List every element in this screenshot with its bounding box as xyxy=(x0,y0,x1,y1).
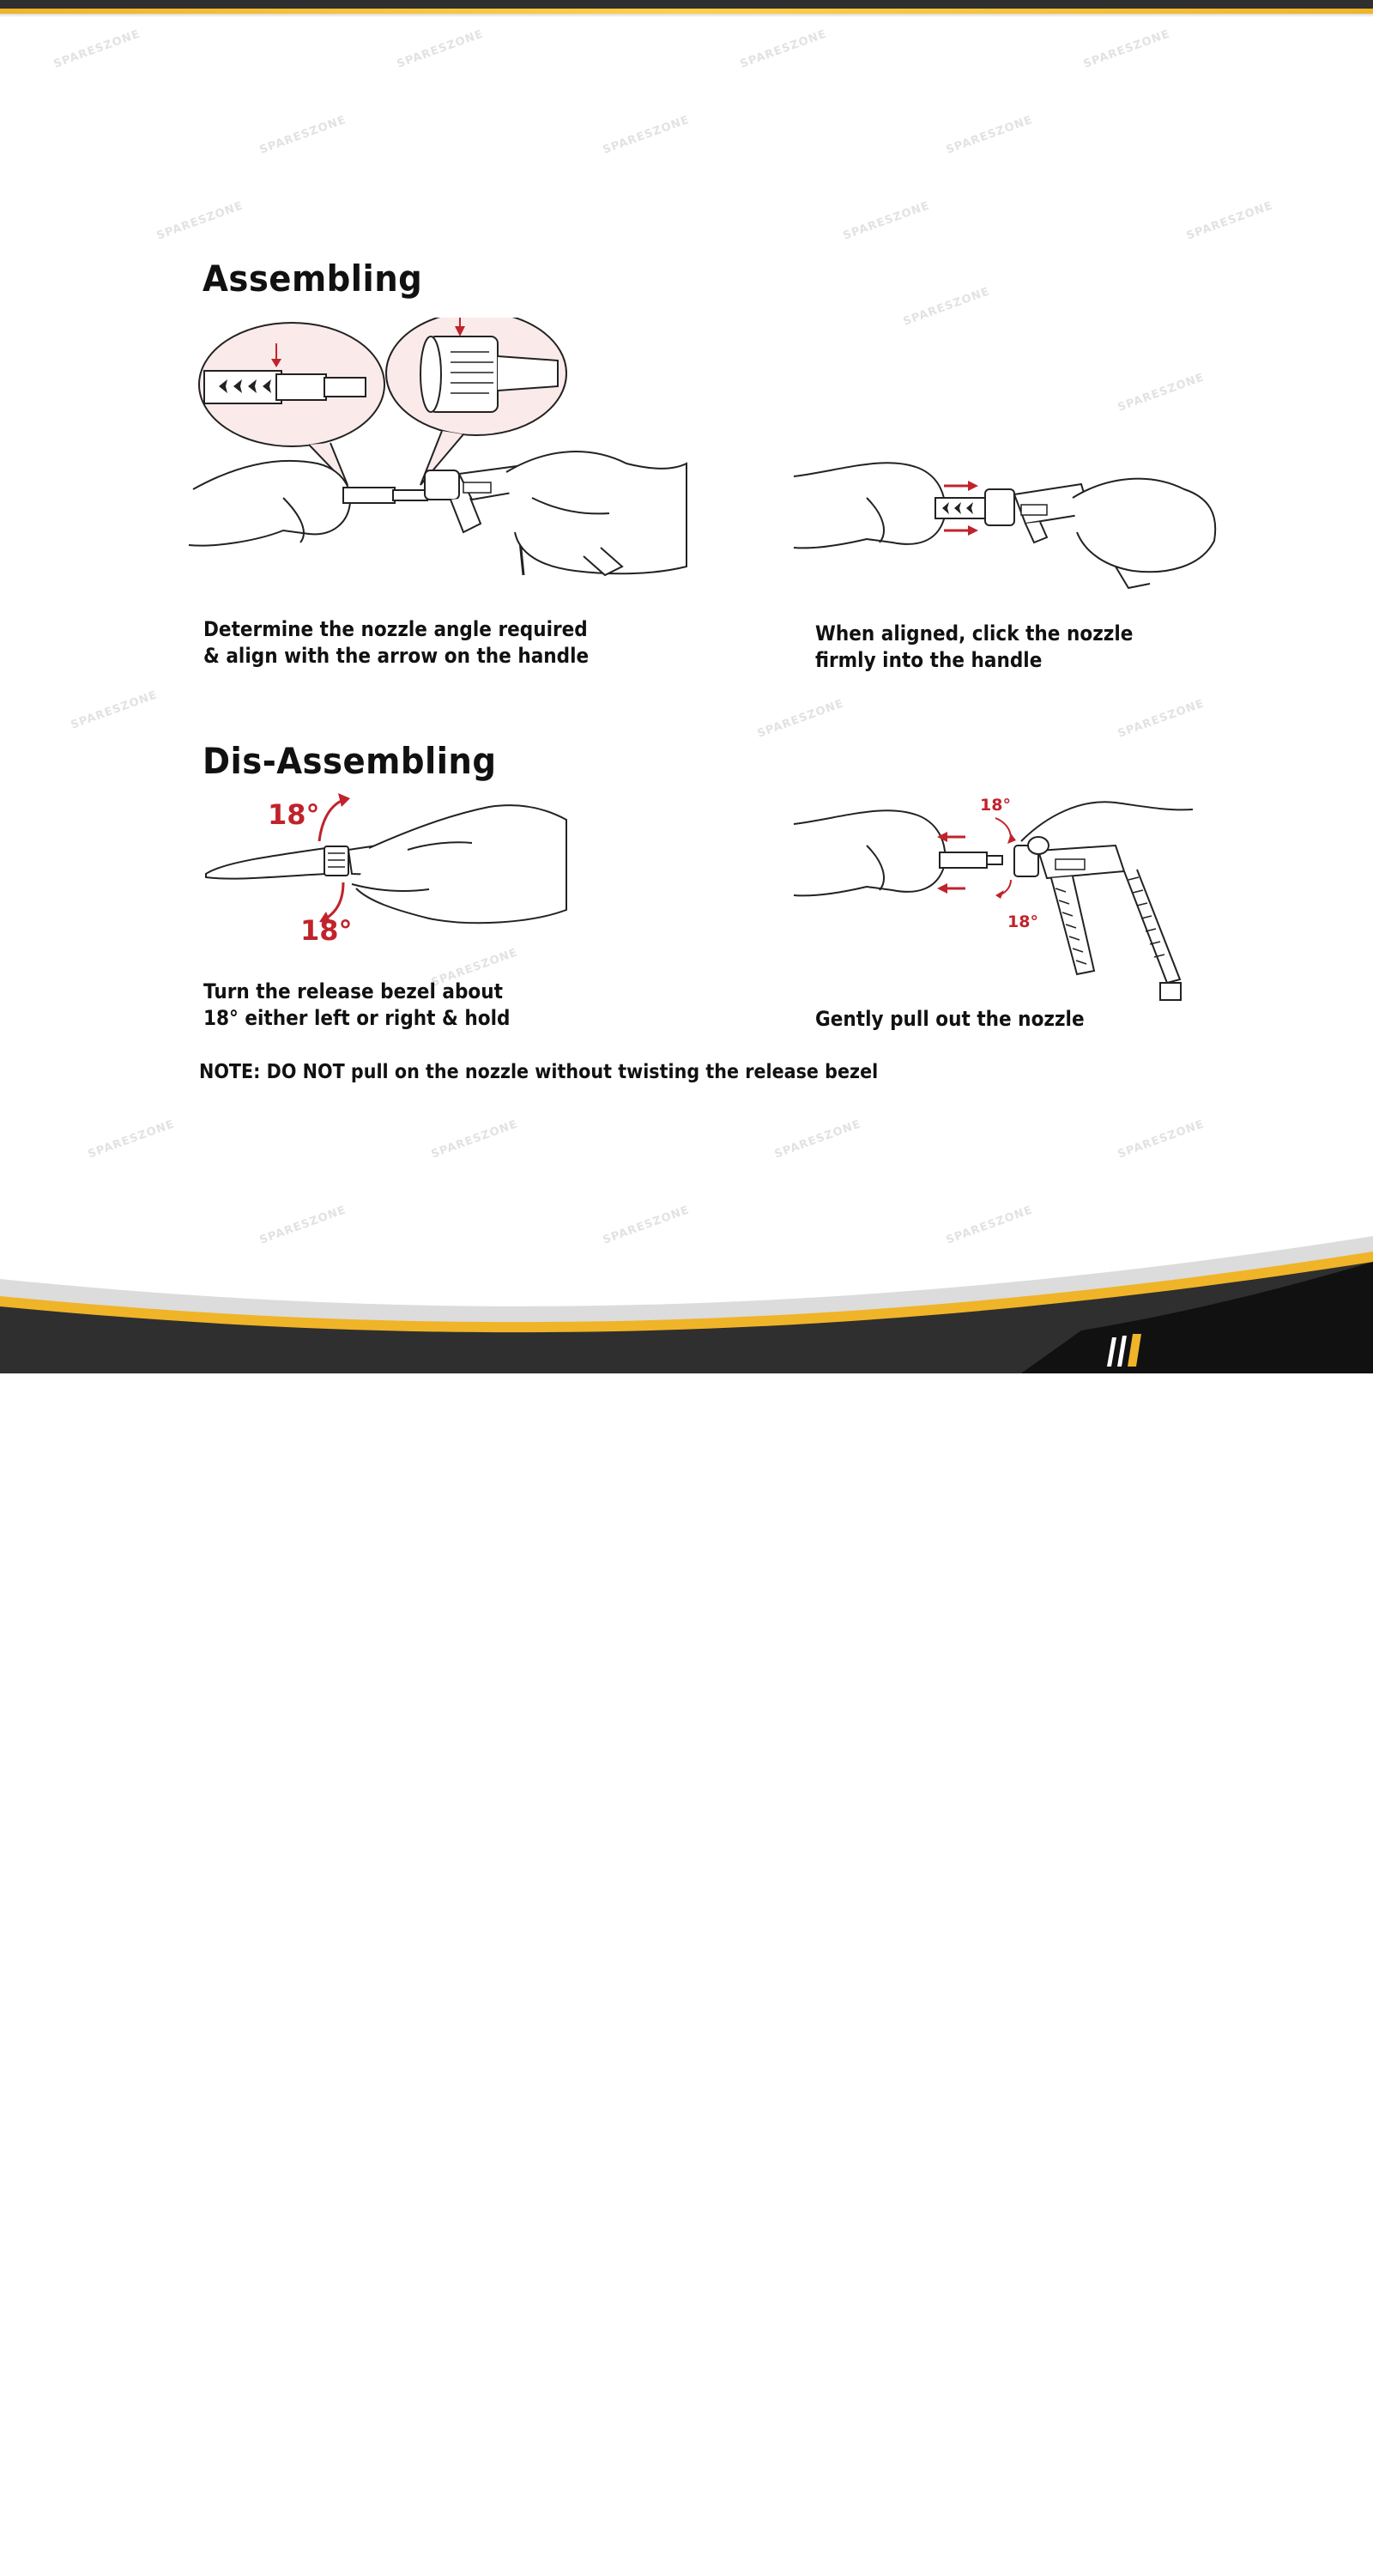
top-bar-shadow xyxy=(0,14,1373,17)
note-text: NOTE: DO NOT pull on the nozzle without twisting the release bezel xyxy=(199,1061,879,1083)
step3-caption xyxy=(203,979,510,1032)
angle-label-down: 18° xyxy=(300,914,353,947)
watermark: SPARESZONE xyxy=(69,688,160,732)
illustration-align-nozzle xyxy=(180,318,695,609)
illustration-click-nozzle xyxy=(789,446,1219,609)
watermark: SPARESZONE xyxy=(738,27,829,71)
watermark: SPARESZONE xyxy=(429,1118,520,1161)
watermark: SPARESZONE xyxy=(1116,1118,1207,1161)
watermark: SPARESZONE xyxy=(395,27,486,71)
watermark: SPARESZONE xyxy=(154,199,245,243)
step1-line2: & align with the arrow on the handle xyxy=(203,644,590,668)
pull-nozzle-drawing xyxy=(789,794,1219,1026)
step3-line2: 18° either left or right & hold xyxy=(203,1006,511,1030)
step3-line1: Turn the release bezel about xyxy=(203,979,503,1003)
step1-line1: Determine the nozzle angle required xyxy=(203,617,588,641)
watermark: SPARESZONE xyxy=(944,1203,1035,1247)
step2-line1: When aligned, click the nozzle xyxy=(815,621,1134,646)
watermark: SPARESZONE xyxy=(86,1118,177,1161)
watermark: SPARESZONE xyxy=(601,113,692,157)
watermark: SPARESZONE xyxy=(901,285,992,329)
watermark: SPARESZONE xyxy=(1116,371,1207,415)
step2-line2: firmly into the handle xyxy=(815,648,1043,672)
angle-label-up: 18° xyxy=(268,798,320,831)
footer-swoosh xyxy=(0,1236,1373,1373)
click-nozzle-drawing xyxy=(789,446,1219,609)
brand-logo-text: SPARESZONE xyxy=(1162,2525,1359,2576)
footer-banner xyxy=(0,1236,1373,2576)
watermark: SPARESZONE xyxy=(257,113,348,157)
step4-caption xyxy=(815,1006,1085,1033)
pull-angle-label-down: 18° xyxy=(1007,912,1038,931)
illustration-turn-bezel xyxy=(172,781,584,953)
turn-bezel-drawing xyxy=(172,781,584,953)
watermark: SPARESZONE xyxy=(257,1203,348,1247)
disassembling-heading: Dis-Assembling xyxy=(203,740,497,782)
watermark: SPARESZONE xyxy=(429,946,520,990)
watermark: SPARESZONE xyxy=(841,199,932,243)
assembling-heading: Assembling xyxy=(203,258,423,300)
watermark: SPARESZONE xyxy=(944,113,1035,157)
watermark: SPARESZONE xyxy=(1081,27,1172,71)
watermark: SPARESZONE xyxy=(1184,199,1275,243)
watermark: SPARESZONE xyxy=(601,1203,692,1247)
watermark: SPARESZONE xyxy=(755,697,846,741)
illustration-pull-nozzle xyxy=(789,794,1219,1026)
watermark: SPARESZONE xyxy=(1116,697,1207,741)
top-bar xyxy=(0,0,1373,9)
step2-caption xyxy=(815,621,1133,674)
step1-caption xyxy=(203,616,589,670)
watermark: SPARESZONE xyxy=(51,27,142,71)
watermark: SPARESZONE xyxy=(772,1118,863,1161)
align-nozzle-drawing xyxy=(180,318,695,609)
pull-angle-label-up: 18° xyxy=(980,796,1011,815)
step4-line1: Gently pull out the nozzle xyxy=(815,1007,1085,1031)
